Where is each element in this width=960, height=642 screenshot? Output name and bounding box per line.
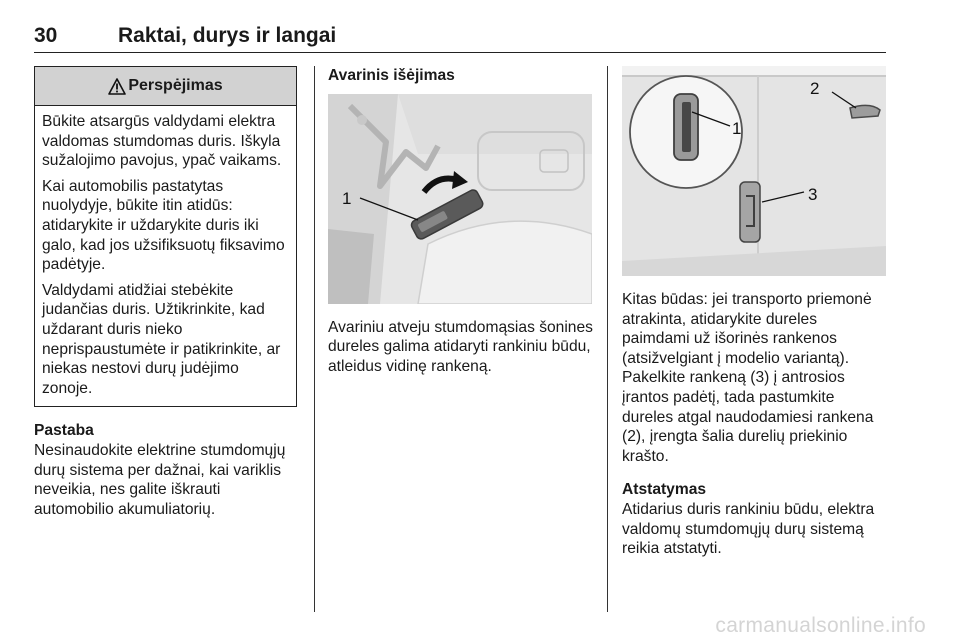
column-1 bbox=[34, 66, 298, 519]
note-text: Nesinaudokite elektrine stumdomųjų durų sistema per dažnai, kai variklis neveikia, nes galite iškrauti automobilio akumuliatorių. bbox=[34, 441, 286, 518]
emergency-title: Avarinis išėjimas bbox=[328, 67, 455, 84]
callout-1: 1 bbox=[342, 188, 352, 208]
page-header bbox=[34, 22, 886, 53]
warning-box bbox=[34, 66, 297, 407]
column-3 bbox=[622, 66, 888, 559]
warning-header bbox=[35, 67, 296, 106]
note-title: Pastaba bbox=[34, 422, 94, 440]
warning-title: Perspėjimas bbox=[128, 77, 223, 95]
emergency-text: Avariniu atveju stumdomąsias šonines dureles galima atidaryti rankiniu būdu, atleidus vidinę rankeną. bbox=[328, 318, 593, 375]
watermark: carmanualsonline.info bbox=[715, 614, 926, 637]
callout-2: 2 bbox=[810, 79, 820, 98]
page-number: 30 bbox=[34, 24, 58, 47]
column-2 bbox=[328, 66, 594, 376]
warning-triangle-icon bbox=[108, 78, 126, 95]
warning-body bbox=[35, 106, 296, 406]
note-block bbox=[34, 421, 298, 519]
column-divider-2 bbox=[607, 66, 608, 612]
warning-paragraph: Būkite atsargūs valdydami elektra valdomas stumdomas duris. Iškyla sužalojimo pavojus, ypač vaikams. bbox=[42, 113, 282, 170]
interior-handle-illustration bbox=[328, 94, 592, 304]
callout-3: 3 bbox=[808, 185, 818, 204]
warning-paragraph: Kai automobilis pastatytas nuolydyje, būkite itin atidūs: atidarykite ir uždarykite duris iki galo, kad jos užsifiksuotų fiksavimo padėtyje. bbox=[42, 177, 285, 274]
exterior-handle-illustration bbox=[622, 66, 886, 276]
reset-block bbox=[622, 480, 888, 558]
reset-text: Atidarius duris rankiniu būdu, elektra valdomų stumdomųjų durų sistemą reikia atstatyti. bbox=[622, 500, 875, 558]
chapter-title: Raktai, durys ir langai bbox=[118, 24, 337, 47]
warning-paragraph: Valdydami atidžiai stebėkite judančias duris. Užtikrinkite, kad uždarant duris nieko neprispaustumėte ir patikrinkite, ar niekas nestovi durų judėjimo zonoje. bbox=[42, 281, 281, 397]
column-divider-1 bbox=[314, 66, 315, 612]
callout-1: 1 bbox=[732, 119, 742, 138]
reset-title: Atstatymas bbox=[622, 481, 707, 499]
outside-text: Kitas būdas: jei transporto priemonė atrakinta, atidarykite dureles paimdami už išorinės rankenos (atsižvelgiant į modelio variantą). Pakelkite rankeną (3) į antrosios įrantos padėtį, tada pastumkite dureles atgal naudodamiesi rankena (2), įrengta šalia durelių priekinio krašto. bbox=[622, 291, 874, 465]
